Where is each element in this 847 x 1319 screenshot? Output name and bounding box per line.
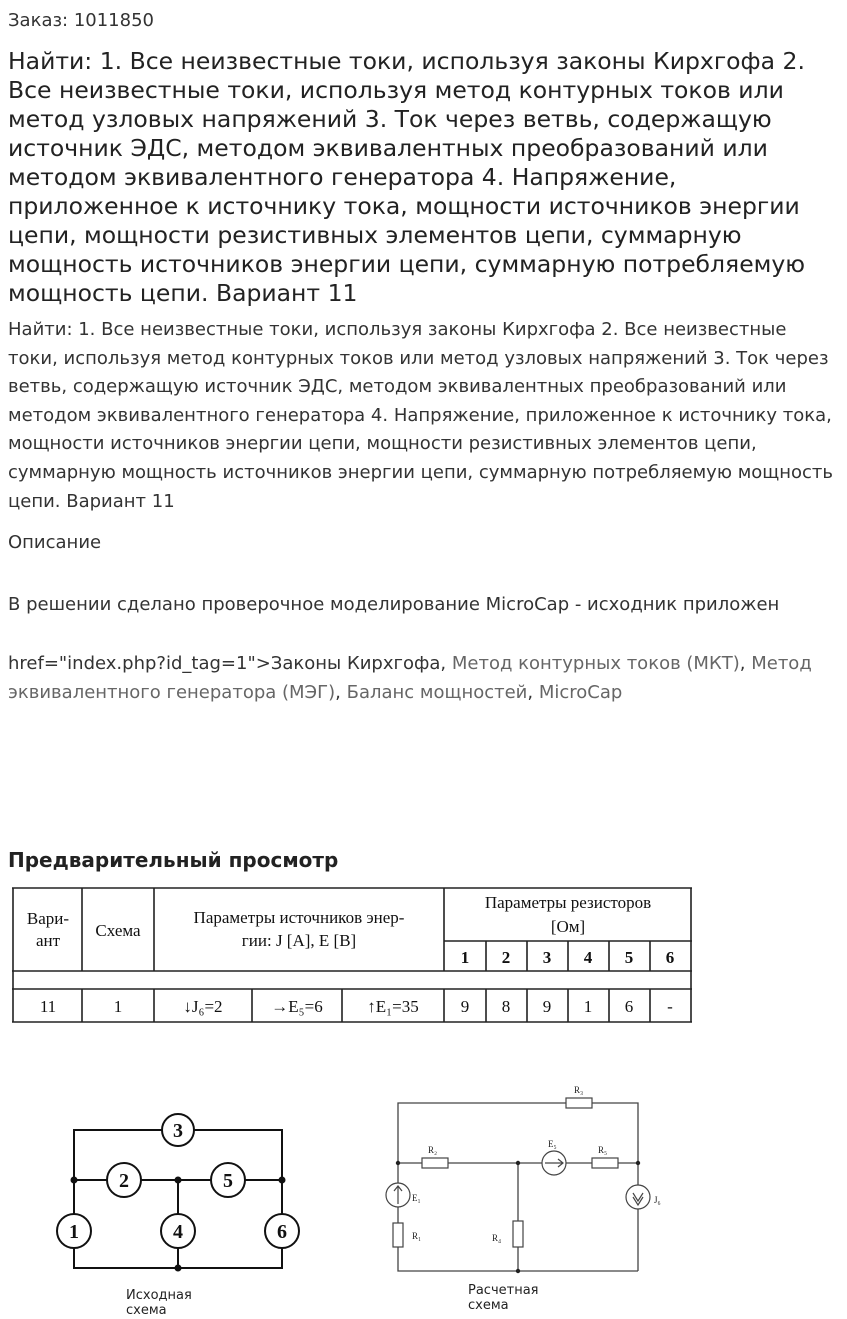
res-col-5: 5 [624,948,634,967]
tag-kirchhoff[interactable]: href="index.php?id_tag=1">Законы Кирхгофа [8,653,441,674]
page-title: Найти: 1. Все неизвестные токи, используя законы Кирхгофа 2. Все неизвестные токи, используя метод контурных токов или метод узловых напряжений 3. Ток через ветвь, содержащую источник ЭДС, методом эквивалентных преобразований или методом эквивалентного генератора 4. Напряжение, приложенное к источнику тока, мощности источников энергии цепи, мощности резистивных элементов цепи, суммарную мощность источников энергии цепи, суммарную потребляемую мощность цепи. Вариант 11 [8,47,806,307]
resistor-r2 [422,1158,448,1168]
tag-list: href="index.php?id_tag=1">Законы Кирхгофа, Метод контурных токов (МКТ), Метод эквивалентного генератора (МЭГ), Баланс мощностей, MicroCap [8,653,812,703]
tag-mesh-current[interactable]: Метод контурных токов (МКТ) [451,653,740,674]
cell-e5: →E₅=6 [271,997,323,1016]
caption-calculation-scheme: Расчетная схема [468,1283,539,1313]
label-r2: R₂ [428,1145,438,1155]
tag-microcap[interactable]: MicroCap [538,682,623,703]
cell-r5: 6 [624,997,634,1016]
variant-table [12,886,694,1026]
label-r1: R₁ [412,1231,422,1241]
res-col-6: 6 [665,948,675,967]
variant-table-image [12,886,694,1030]
header-resistors-2: [Ом] [550,917,586,936]
label-e1: E₁ [412,1193,421,1203]
cell-r3: 9 [542,997,552,1016]
cell-r1: 9 [460,997,470,1016]
cell-j6: ↓J₆=2 [183,997,223,1016]
graph-label-4: 4 [173,1221,183,1243]
graph-label-2: 2 [119,1170,129,1192]
tag-power-balance[interactable]: Баланс мощностей [346,682,528,703]
resistor-r5 [592,1158,618,1168]
graph-label-3: 3 [173,1120,183,1142]
task-description: Найти: 1. Все неизвестные токи, используя законы Кирхгофа 2. Все неизвестные токи, используя метод контурных токов или метод узловых напряжений 3. Ток через ветвь, содержащую источник ЭДС, методом эквивалентных преобразований или методом эквивалентного генератора 4. Напряжение, приложенное к источнику тока, мощности источников энергии цепи, мощности резистивных элементов цепи, суммарную мощность источников энергии цепи, суммарную потребляемую мощность цепи. Вариант 11 [8,319,834,512]
caption-source-scheme: Исходная схема [126,1288,192,1318]
cell-e1: ↑E₁=35 [367,997,419,1016]
tag-equivalent-generator[interactable]: Метод эквивалентного генератора (МЭГ) [8,653,812,703]
header-sources: Параметры источников энер- [193,908,405,927]
graph-label-5: 5 [223,1170,233,1192]
header-variant: Вари- [26,909,70,928]
label-e5: E₅ [548,1139,557,1149]
resistor-r4 [513,1221,523,1247]
header-variant-2: ант [35,931,61,950]
res-col-4: 4 [583,948,593,967]
cell-r2: 8 [501,997,511,1016]
label-r5: R₅ [598,1145,608,1155]
calculation-circuit [380,1075,680,1285]
source-graph [50,1105,310,1275]
header-sources-2: гии: J [А], E [В] [241,931,357,950]
label-r3: R₃ [574,1085,584,1095]
order-number: Заказ: 1011850 [8,10,154,31]
graph-label-6: 6 [277,1221,287,1243]
preview-heading: Предварительный просмотр [8,848,339,872]
resistor-r3 [566,1098,592,1108]
res-col-2: 2 [501,948,511,967]
resistor-r1 [393,1223,403,1247]
description-heading: Описание [8,532,102,553]
cell-variant: 11 [39,997,57,1016]
label-r4: R₄ [492,1233,502,1243]
cell-r4: 1 [583,997,593,1016]
cell-r6: - [667,997,673,1016]
solution-note: В решении сделано проверочное моделирование MicroCap - исходник приложен [8,594,780,615]
label-j6: J₆ [654,1195,661,1205]
header-scheme: Схема [95,921,141,940]
res-col-1: 1 [460,948,470,967]
graph-label-1: 1 [69,1221,79,1243]
res-col-3: 3 [542,948,552,967]
header-resistors: Параметры резисторов [484,893,652,912]
cell-scheme: 1 [113,997,123,1016]
